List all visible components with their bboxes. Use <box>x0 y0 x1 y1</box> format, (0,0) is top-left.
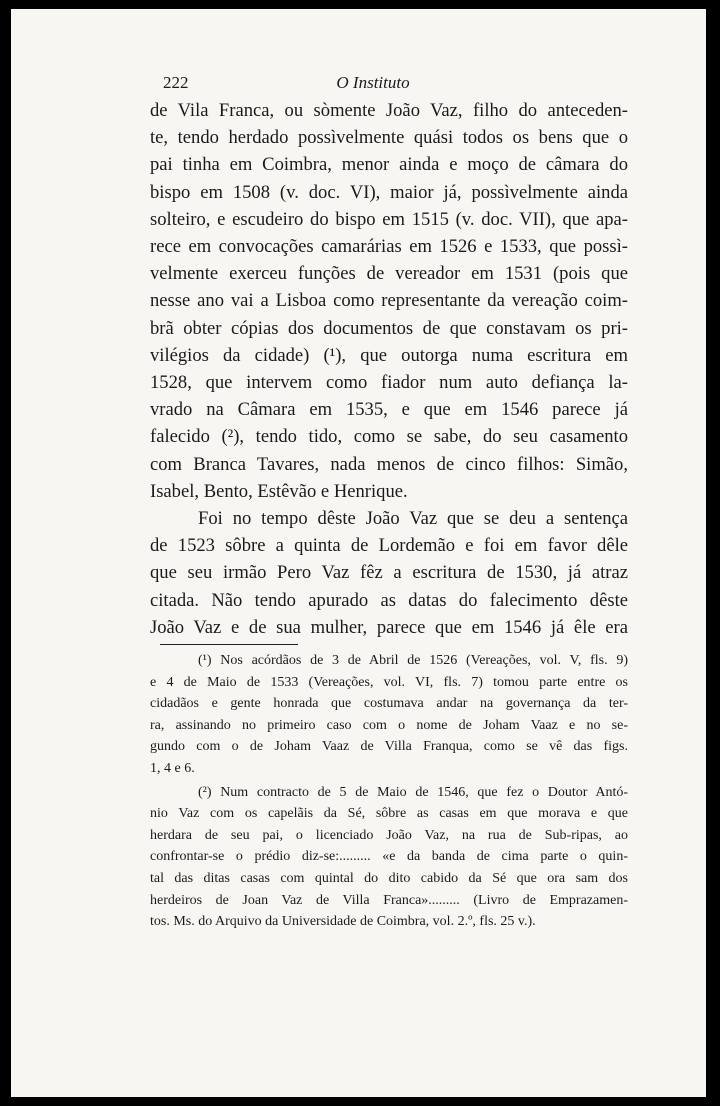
body-line: solteiro, e escudeiro do bispo em 1515 (v. doc. VII), que apa- <box>150 208 628 230</box>
body-line: Isabel, Bento, Estêvão e Henrique. <box>150 480 408 502</box>
body-line: te, tendo herdado possìvelmente quási todos os bens que o <box>150 127 628 149</box>
footnote-line: ra, assinando no primeiro caso com o nome de Joham Vaaz e no se- <box>150 717 628 733</box>
body-line: vilégios da cidade) (¹), que outorga numa escritura em <box>150 344 628 366</box>
footnote-line: (¹) Nos acórdãos de 3 de Abril de 1526 (Vereações, vol. V, fls. 9) <box>198 653 628 668</box>
footnote-line: nio Vaz com os capelãis da Sé, sôbre as casas em que morava e que <box>150 806 628 822</box>
footnotes <box>150 650 628 935</box>
footnote-divider <box>160 644 298 645</box>
footnote-line: tos. Ms. do Arquivo da Universidade de Coimbra, vol. 2.º, fls. 25 v.). <box>150 914 536 930</box>
footnote-line: tal das ditas casas com quintal do dito cabido da Sé que ora sam dos <box>150 870 628 886</box>
footnote-line: 1, 4 e 6. <box>150 760 195 776</box>
body-line: falecido (²), tendo tido, como se sabe, do seu casamento <box>150 426 628 448</box>
page-header-text <box>163 73 583 97</box>
footnote-line: gundo com o de Joham Vaaz de Villa Franqua, como se vê das figs. <box>150 739 628 755</box>
body-line: 1528, que intervem como fiador num auto defiança la- <box>150 372 628 394</box>
footnote-line: (²) Num contracto de 5 de Maio de 1546, que fez o Doutor Antó- <box>198 784 628 800</box>
page-number-text: 222 <box>163 73 189 92</box>
footnote-line: herdara de seu pai, o licenciado João Vaz, na rua de Sub-ripas, ao <box>150 827 628 843</box>
footnote-2 <box>150 782 628 933</box>
footnote-line: e 4 de Maio de 1533 (Vereações, vol. VI, fls. 7) tomou parte entre os <box>150 674 628 690</box>
body-line: pai tinha em Coimbra, menor ainda e moço de câmara do <box>150 154 628 176</box>
body-line: João Vaz e de sua mulher, parece que em 1546 já êle era <box>150 616 628 638</box>
body-line: de Vila Franca, ou sòmente João Vaz, filho do anteceden- <box>150 100 628 121</box>
footnote-line: confrontar-se o prédio diz-se:......... «e da banda de cima parte o quin- <box>150 849 628 865</box>
body-line: rece em convocações camarárias em 1526 e 1533, que possì- <box>150 236 628 258</box>
footnote-1 <box>150 650 628 780</box>
body-line: nesse ano vai a Lisboa como representante da vereação coim- <box>150 290 628 312</box>
body-line: que seu irmão Pero Vaz fêz a escritura de 1530, já atraz <box>150 562 628 584</box>
body-line: citada. Não tendo apurado as datas do falecimento dêste <box>150 589 628 611</box>
body-line: brã obter cópias dos documentos de que constavam os pri- <box>150 317 628 339</box>
running-title-text: O Instituto <box>336 73 410 92</box>
body-line: velmente exerceu funções de vereador em 1531 (pois que <box>150 263 628 285</box>
footnote-line: cidadãos e gente honrada que costumava andar na governança da ter- <box>150 696 628 712</box>
body-line: bispo em 1508 (v. doc. VI), maior já, possìvelmente ainda <box>150 181 628 203</box>
body-text <box>150 97 628 641</box>
footnote-line: herdeiros de Joan Vaz de Villa Franca»......... (Livro de Emprazamen- <box>150 892 628 908</box>
body-line: Foi no tempo dêste João Vaz que se deu a sentença <box>198 508 628 530</box>
body-line: vrado na Câmara em 1535, e que em 1546 parece já <box>150 399 628 421</box>
body-line: com Branca Tavares, nada menos de cinco filhos: Simão, <box>150 453 628 475</box>
body-line: de 1523 sôbre a quinta de Lordemão e foi em favor dêle <box>150 535 628 557</box>
